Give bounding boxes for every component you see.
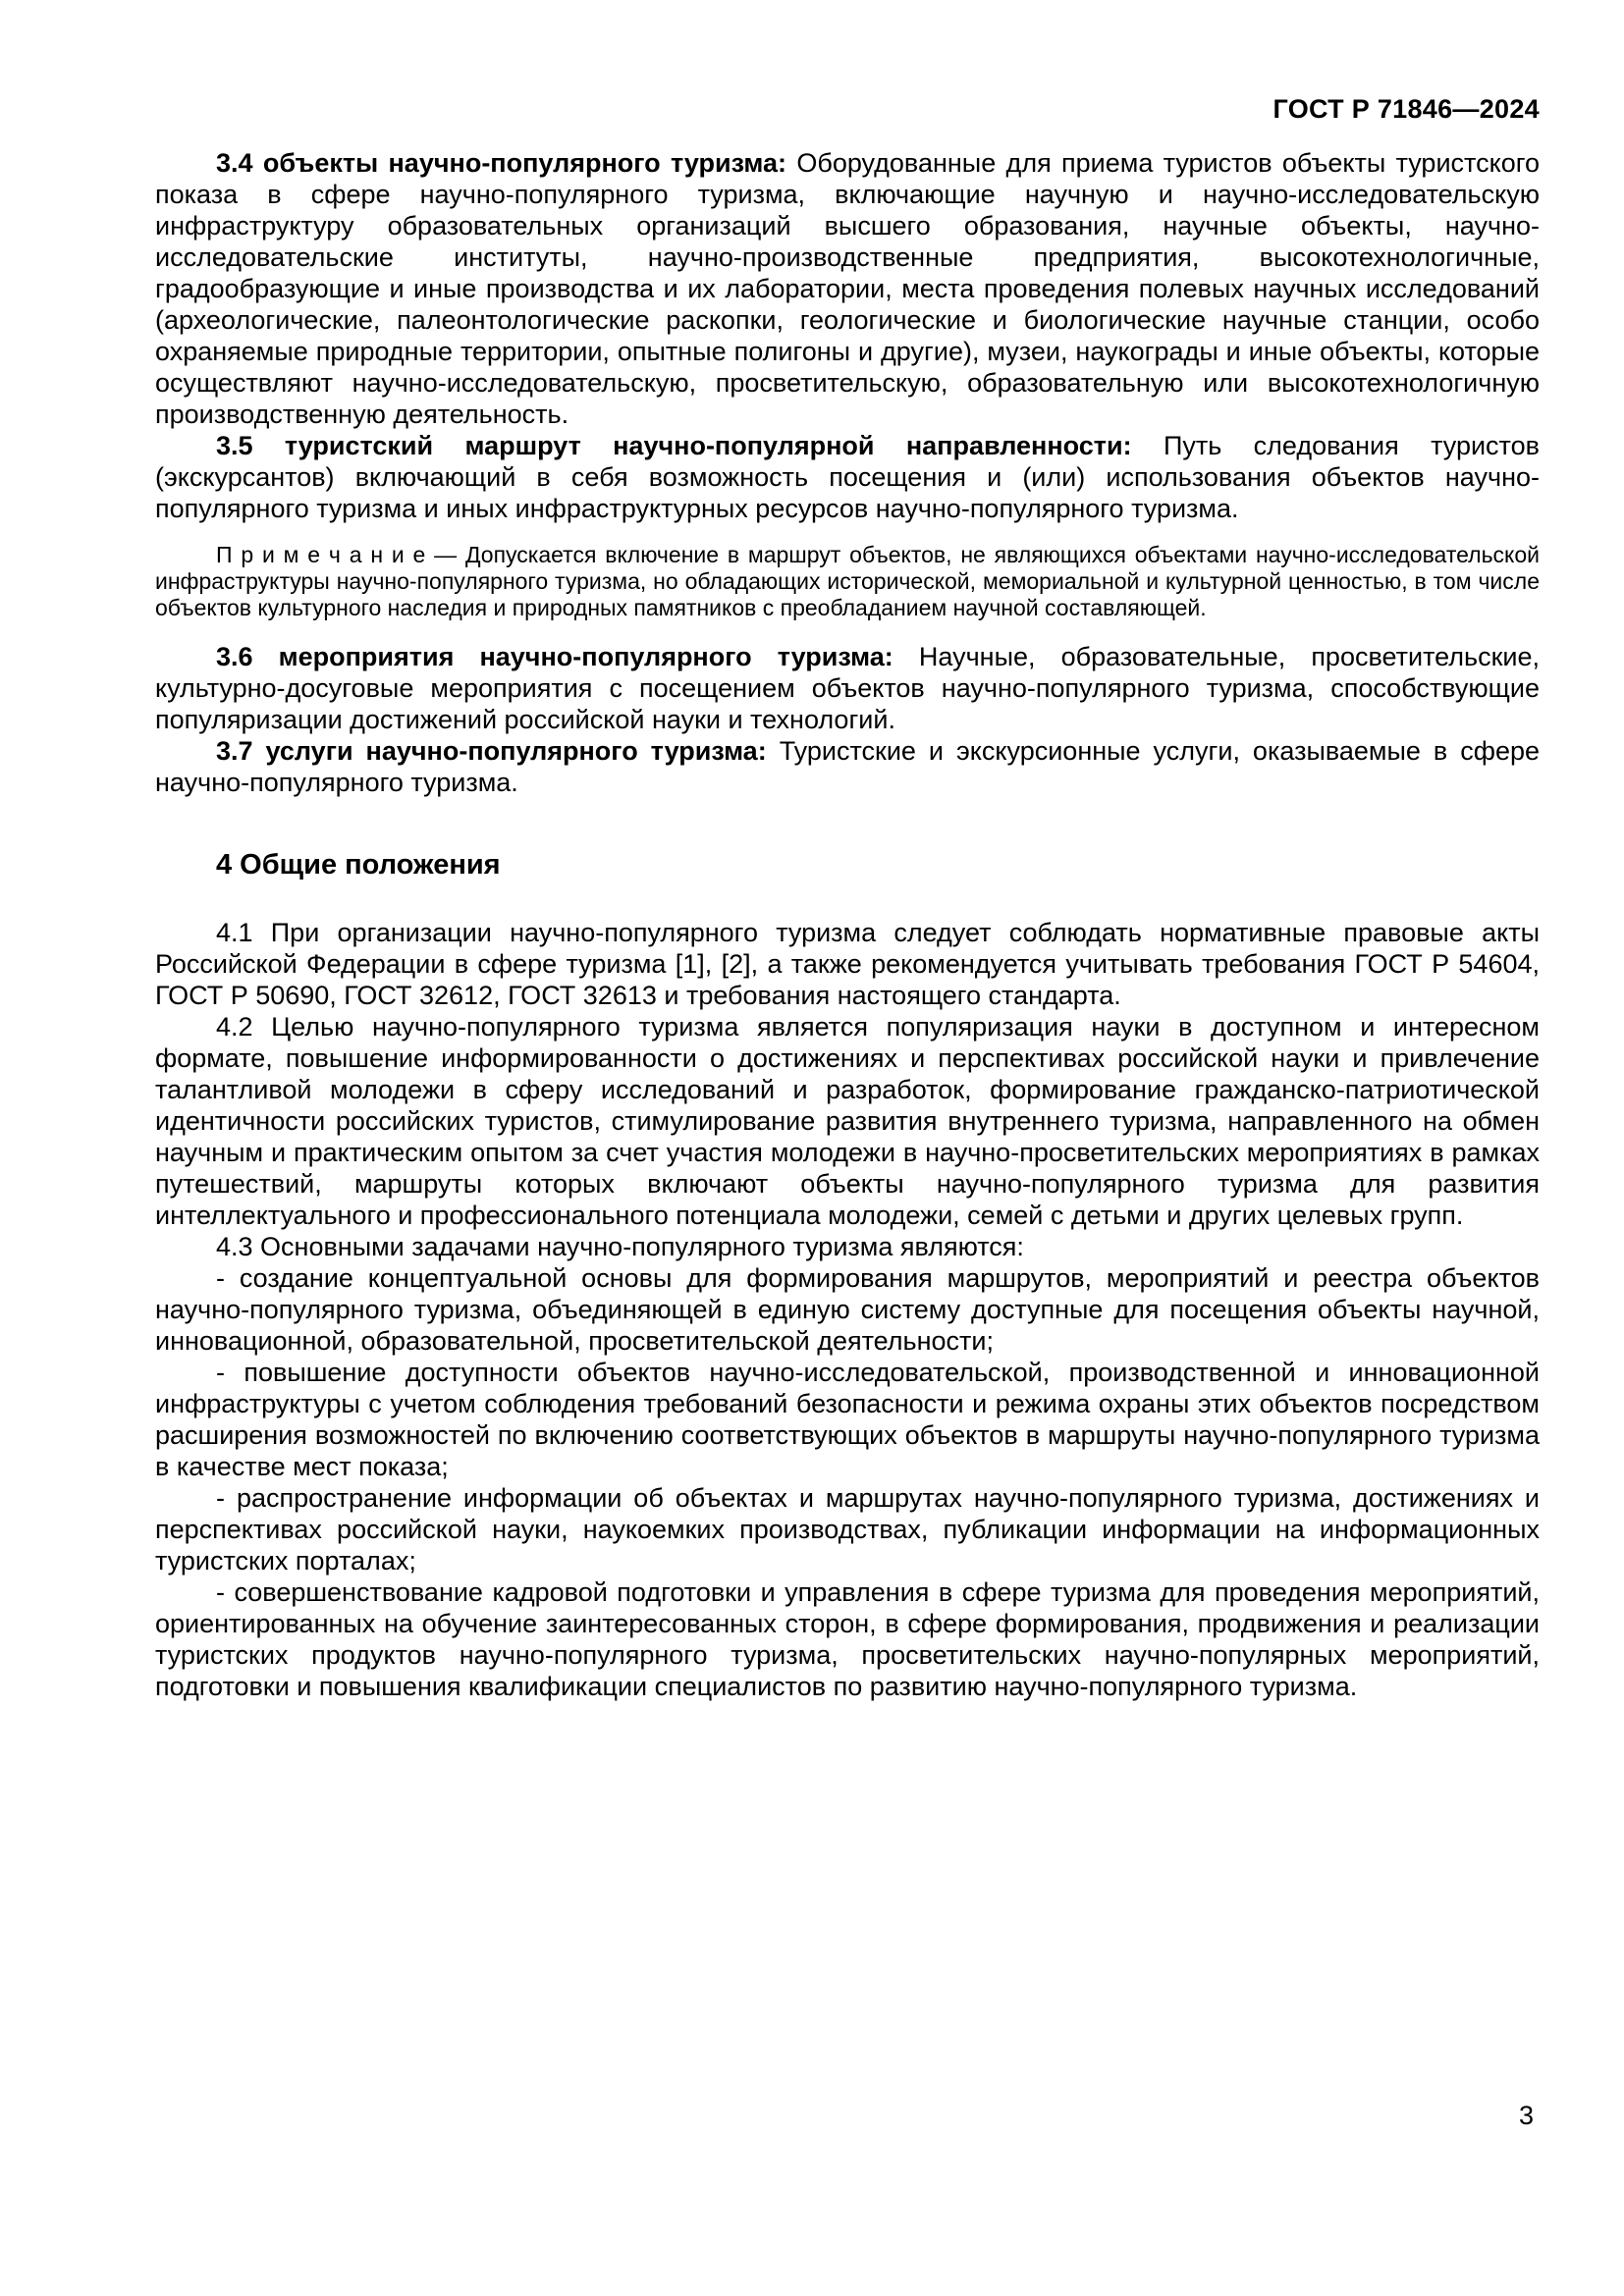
page-number: 3 — [1518, 2101, 1534, 2130]
paragraph-4-3-intro: 4.3 Основными задачами научно-популярного туризма являются: — [216, 1232, 1024, 1261]
list-item-tasks-2: - повышение доступности объектов научно-исследовательской, производственной и инновационной инфраструктуры с учетом соблюдения требований безопасности и режима охраны этих объектов посредством расширения возможностей по включению соответствующих объектов в маршруты научно-популярного туризма в качестве мест показа; — [155, 1358, 1540, 1481]
list-item-tasks-1: - создание концептуальной основы для формирования маршрутов, мероприятий и реестра объектов научно-популярного туризма, объединяющей в единую систему доступные для посещения объекты научной, инновационной, образовательной, просветительской деятельности; — [155, 1263, 1540, 1356]
term-3-6-label: 3.6 мероприятия научно-популярного туризма: — [216, 642, 893, 671]
term-3-5-label: 3.5 туристский маршрут научно-популярной направленности: — [216, 431, 1132, 460]
paragraph-4-1: 4.1 При организации научно-популярного туризма следует соблюдать нормативные правовые акты Российской Федерации в сфере туризма [1], [2], а также рекомендуется учитывать требования ГОСТ Р 54604, ГОСТ Р 50690, ГОСТ 32612, ГОСТ 32613 и требования настоящего стандарта. — [155, 918, 1540, 1010]
note-label: П р и м е ч а н и е — [216, 542, 426, 567]
term-3-4-definition: Оборудованные для приема туристов объекты туристского показа в сфере научно-популярного туризма, включающие научную и научно-исследовательскую инфраструктуру образовательных организаций высшего образования, научные объекты, научно-исследовательские институты, научно-производственные предприятия, высокотехнологичные, градообразующие и иные производства и их лаборатории, места проведения полевых научных исследований (археологические, палеонтологические раскопки, геологические и биологические научные станции, особо охраняемые природные территории, опытные полигоны и другие), музеи, наукограды и иные объекты, которые осуществляют научно-исследовательскую, просветительскую, образовательную или высокотехнологичную производственную деятельность. — [155, 148, 1540, 429]
term-3-7-definition: Туристские и экскурсионные услуги, оказываемые в сфере научно-популярного туризма. — [155, 736, 1540, 797]
term-3-5-definition: Путь следования туристов (экскурсантов) включающий в себя возможность посещения и (или) использования объектов научно-популярного туризма и иных инфраструктурных ресурсов научно-популярного туризма. — [155, 431, 1540, 523]
term-3-7-label: 3.7 услуги научно-популярного туризма: — [216, 736, 767, 766]
note-paragraph — [155, 542, 1540, 621]
term-3-4-label: 3.4 объекты научно-популярного туризма: — [216, 148, 787, 178]
list-item-tasks-4: - совершенствование кадровой подготовки и управления в сфере туризма для проведения мероприятий, ориентированных на обучение заинтересованных сторон, в сфере формирования, продвижения и реализации туристских продуктов научно-популярного туризма, просветительских научно-популярных мероприятий, подготовки и повышения квалификации специалистов по развитию научно-популярного туризма. — [155, 1577, 1540, 1701]
term-paragraph-3-4 — [155, 147, 1540, 430]
document-content — [155, 147, 1540, 1702]
standard-number-header: ГОСТ Р 71846—2024 — [1272, 94, 1540, 124]
list-item-tasks-3: - распространение информации об объектах и маршрутах научно-популярного туризма, достижениях и перспективах российской науки, наукоемких производствах, публикации информации на информационных туристских порталах; — [155, 1483, 1540, 1575]
term-paragraph-3-5 — [155, 430, 1540, 524]
section-heading-4: 4 Общие положения — [216, 849, 501, 881]
term-paragraph-3-7 — [155, 735, 1540, 798]
term-3-6-definition: Научные, образовательные, просветительские, культурно-досуговые мероприятия с посещением объектов научно-популярного туризма, способствующие популяризации достижений российской науки и технологий. — [155, 642, 1540, 734]
note-text: — Допускается включение в маршрут объектов, не являющихся объектами научно-исследовательской инфраструктуры научно-популярного туризма, но обладающих исторической, мемориальной и культурной ценностью, в том числе объектов культурного наследия и природных памятников с преобладанием научной составляющей. — [155, 542, 1541, 620]
term-paragraph-3-6 — [155, 641, 1540, 735]
paragraph-4-2: 4.2 Целью научно-популярного туризма является популяризация науки в доступном и интересном формате, повышение информированности о достижениях и перспективах российской науки и привлечение талантливой молодежи в сферу исследований и разработок, формирование гражданско-патриотической идентичности российских туристов, стимулирование развития внутреннего туризма, направленного на обмен научным и практическим опытом за счет участия молодежи в научно-просветительских мероприятиях в рамках путешествий, маршруты которых включают объекты научно-популярного туризма для развития интеллектуального и профессионального потенциала молодежи, семей с детьми и других целевых групп. — [155, 1012, 1540, 1230]
